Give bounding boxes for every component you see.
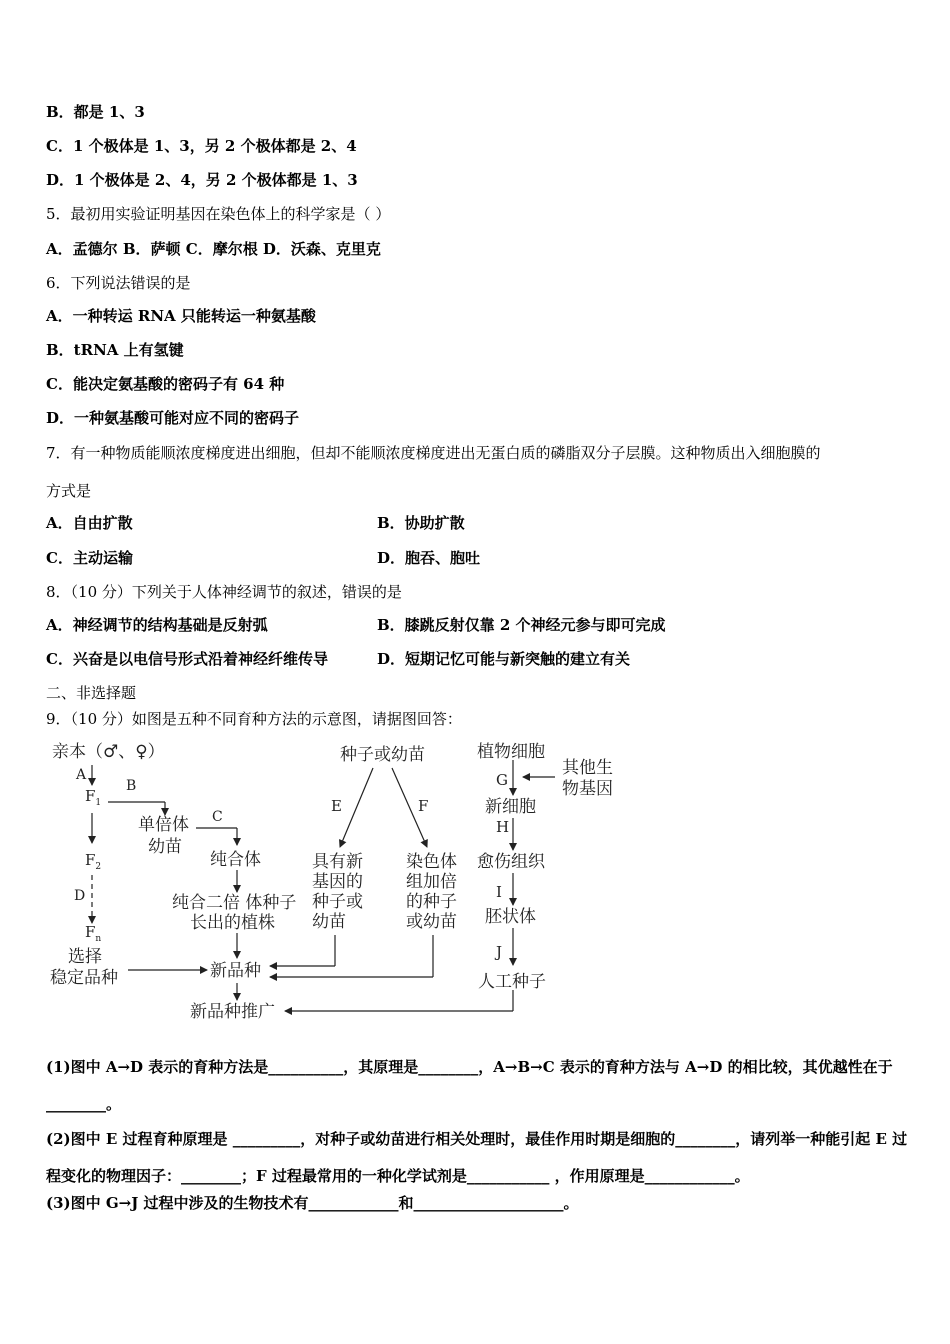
label-chrom-1: 染色体: [406, 852, 457, 872]
q6-option-b: B．tRNA 上有氢键: [46, 341, 184, 359]
q7-option-d: D．胞吞、胞吐: [377, 549, 481, 567]
q5-stem: 5．最初用实验证明基因在染色体上的科学家是（ ）: [46, 205, 391, 223]
q5-options: A．孟德尔 B．萨顿 C．摩尔根 D．沃森、克里克: [46, 240, 381, 258]
q8-option-b: B．膝跳反射仅靠 2 个神经元参与即可完成: [377, 616, 666, 634]
label-haploid-1: 单倍体: [138, 815, 189, 835]
label-parent: 亲本（♂、♀）: [52, 742, 165, 762]
q6-option-a: A．一种转运 RNA 只能转运一种氨基酸: [46, 307, 316, 325]
label-promote: 新品种推广: [190, 1002, 275, 1022]
q7-stem-line2: 方式是: [46, 482, 92, 500]
q8-stem: 8．（10 分）下列关于人体神经调节的叙述，错误的是: [46, 583, 402, 601]
label-select-1: 选择: [68, 947, 102, 967]
q9-part-2: (2)图中 E 过程育种原理是 _________，对种子或幼苗进行相关处理时，最佳作用时期是细胞的________，请列举一种能引起 E 过程变化的物理因子：________；F 过程最常用的一种化学试剂是___________ ，作用原理是____________。: [46, 1130, 908, 1185]
label-other-gene-2: 物基因: [562, 779, 613, 799]
breeding-diagram: [0, 735, 950, 1035]
label-chrom-3: 的种子: [406, 892, 457, 912]
q6-option-d: D．一种氨基酸可能对应不同的密码子: [46, 409, 300, 427]
label-a: A: [76, 767, 87, 783]
label-new-cell: 新细胞: [485, 797, 536, 817]
q9-part-3: (3)图中 G→J 过程中涉及的生物技术有____________和____________________。: [46, 1194, 579, 1212]
label-select-2: 稳定品种: [50, 968, 118, 988]
label-seed: 种子或幼苗: [340, 745, 425, 765]
q6-option-c: C．能决定氨基酸的密码子有 64 种: [46, 375, 285, 393]
label-i: I: [496, 883, 502, 901]
label-f1: $F_1$: [85, 787, 102, 808]
label-other-gene-1: 其他生: [562, 758, 613, 778]
label-plant-cell: 植物细胞: [477, 742, 545, 762]
q7-stem-line1: 7．有一种物质能顺浓度梯度进出细胞，但却不能顺浓度梯度进出无蛋白质的磷脂双分子层膜。这种物质出入细胞膜的: [46, 444, 821, 462]
label-h: H: [496, 818, 510, 836]
q4-option-d: D．1 个极体是 2、4，另 2 个极体都是 1、3: [46, 171, 358, 189]
label-f2: $F_2$: [85, 851, 102, 872]
label-fn: $F_n$: [85, 923, 102, 944]
label-newgene-2: 基因的: [312, 872, 363, 892]
label-embryoid: 胚状体: [485, 907, 536, 927]
section-heading: 二、非选择题: [46, 684, 137, 702]
q4-option-b: B．都是 1、3: [46, 103, 145, 121]
label-chrom-2: 组加倍: [406, 872, 457, 892]
q7-option-c: C．主动运输: [46, 549, 133, 567]
label-new-variety: 新品种: [210, 961, 261, 981]
label-callus: 愈伤组织: [477, 852, 545, 872]
label-f: F: [418, 797, 429, 815]
label-d: D: [74, 888, 86, 904]
label-haploid-2: 幼苗: [148, 837, 182, 857]
q9-stem: 9．（10 分）如图是五种不同育种方法的示意图，请据图回答：: [46, 710, 462, 728]
q8-option-c: C．兴奋是以电信号形式沿着神经纤维传导: [46, 650, 328, 668]
label-diploid-2: 长出的植株: [190, 913, 275, 933]
q7-option-b: B．协助扩散: [377, 514, 465, 532]
label-newgene-3: 种子或: [312, 892, 363, 912]
label-c: C: [212, 809, 223, 825]
label-g: G: [496, 771, 508, 789]
label-artificial-seed: 人工种子: [478, 972, 546, 992]
label-newgene-1: 具有新: [312, 852, 363, 872]
label-chrom-4: 或幼苗: [406, 912, 457, 932]
label-e: E: [331, 797, 342, 815]
q6-stem: 6．下列说法错误的是: [46, 274, 191, 292]
label-b: B: [126, 778, 137, 794]
q8-option-a: A．神经调节的结构基础是反射弧: [46, 616, 268, 634]
label-j: J: [496, 943, 503, 961]
q8-option-d: D．短期记忆可能与新突触的建立有关: [377, 650, 631, 668]
q9-part-1: (1)图中 A→D 表示的育种方法是__________，其原理是________，A→B→C 表示的育种方法与 A→D 的相比较，其优越性在于________。: [46, 1058, 893, 1113]
q4-option-c: C．1 个极体是 1、3，另 2 个极体都是 2、4: [46, 137, 357, 155]
q7-option-a: A．自由扩散: [46, 514, 133, 532]
label-pure: 纯合体: [210, 850, 261, 870]
label-newgene-4: 幼苗: [312, 912, 346, 932]
label-diploid-1: 纯合二倍 体种子: [172, 893, 297, 913]
